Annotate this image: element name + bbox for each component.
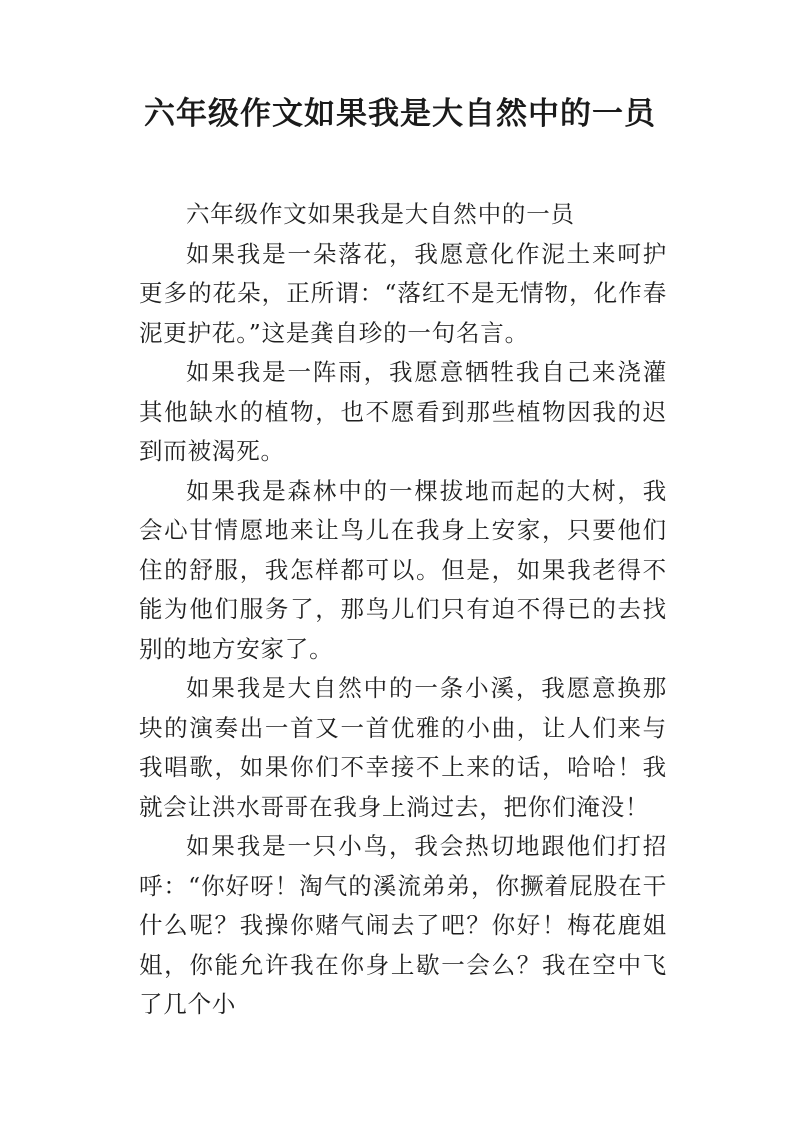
essay-body (139, 195, 667, 1025)
paragraph-rain: 如果我是一阵雨，我愿意牺牲我自己来浇灌其他缺水的植物，也不愿看到那些植物因我的迟到而被渴死。 (139, 358, 667, 465)
page-title: 六年级作文如果我是大自然中的一员 (144, 96, 656, 132)
paragraph-stream: 如果我是大自然中的一条小溪，我愿意换那块的演奏出一首又一首优雅的小曲，让人们来与我唱歌，如果你们不幸接不上来的话，哈哈！我就会让洪水哥哥在我身上淌过去，把你们淹没！ (139, 674, 667, 821)
paragraph-tree: 如果我是森林中的一棵拔地而起的大树，我会心甘情愿地来让鸟儿在我身上安家，只要他们住的舒服，我怎样都可以。但是，如果我老得不能为他们服务了，那鸟儿们只有迫不得已的去找别的地方安家了。 (139, 476, 667, 663)
paragraph-bird: 如果我是一只小鸟，我会热切地跟他们打招呼：“你好呀！淘气的溪流弟弟，你撅着屁股在干什么呢？我操你赌气闹去了吧？你好！梅花鹿姐姐，你能允许我在你身上歇一会么？我在空中飞了几个小 (139, 832, 667, 1018)
paragraph-fallen-flower: 如果我是一朵落花，我愿意化作泥土来呵护更多的花朵，正所谓：“落红不是无情物，化作春泥更护花。”这是龚自珍的一句名言。 (139, 239, 667, 347)
paragraph-subtitle: 六年级作文如果我是大自然中的一员 (186, 200, 575, 228)
